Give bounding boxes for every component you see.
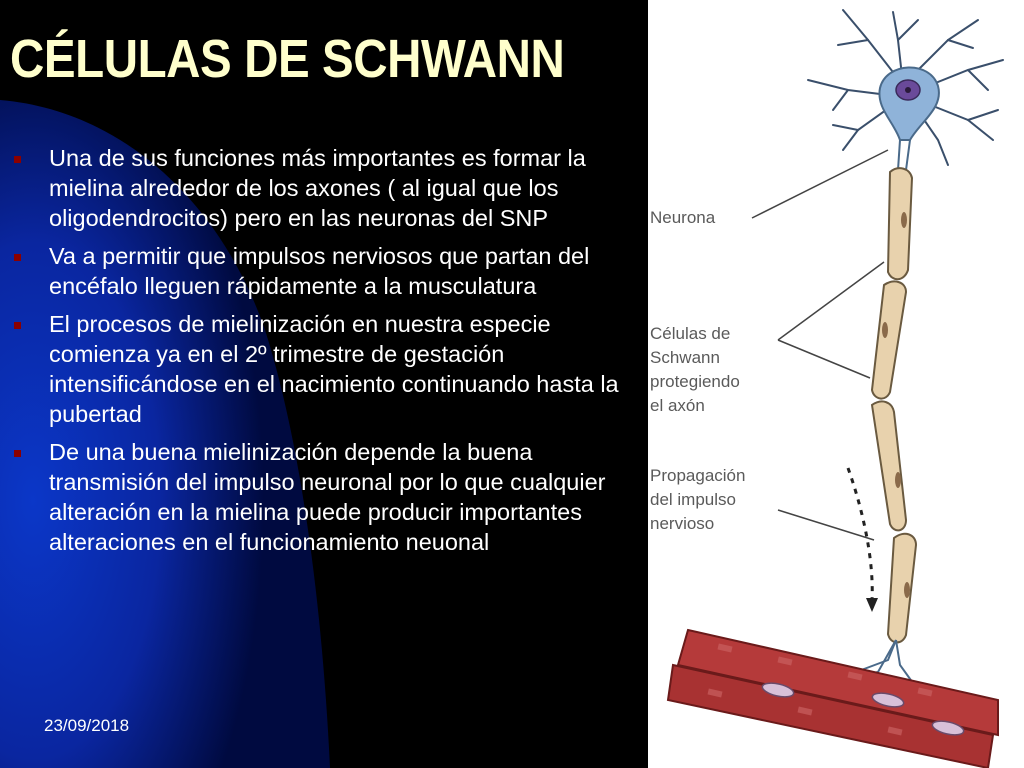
slide-title: CÉLULAS DE SCHWANN — [10, 29, 565, 89]
propagation-arrow — [848, 468, 872, 600]
bullet-item — [12, 241, 622, 301]
label-propagacion: Propagación del impulso nervioso — [650, 466, 746, 533]
bullet-list — [12, 143, 622, 565]
square-bullet-icon — [14, 254, 21, 261]
bullet-text: De una buena mielinización depende la buena transmisión del impulso neuronal por lo que cualquier alteración en la mielina puede producir importantes alteraciones en el funcionamiento neuonal — [49, 439, 606, 555]
bullet-text: El procesos de mielinización en nuestra especie comienza ya en el 2º trimestre de gestación intensificándose en el nacimiento continuando hasta la pubertad — [49, 311, 619, 427]
bullet-item — [12, 143, 622, 233]
bullet-text: Va a permitir que impulsos nerviosos que partan del encéfalo lleguen rápidamente a la musculatura — [49, 243, 590, 299]
muscle-fibers — [668, 630, 998, 768]
label-schwann: Células de Schwann protegiendo el axón — [650, 324, 740, 415]
label-neurona: Neurona — [650, 208, 716, 227]
square-bullet-icon — [14, 450, 21, 457]
schwann-cells — [872, 168, 916, 642]
neuron-illustration — [648, 0, 1024, 768]
slide-date: 23/09/2018 — [44, 716, 130, 735]
bullet-item — [12, 437, 622, 557]
bullet-text: Una de sus funciones más importantes es formar la mielina alrededor de los axones ( al igual que los oligodendrocitos) pero en las neuronas del SNP — [49, 145, 586, 231]
bullet-item — [12, 309, 622, 429]
square-bullet-icon — [14, 322, 21, 329]
square-bullet-icon — [14, 156, 21, 163]
